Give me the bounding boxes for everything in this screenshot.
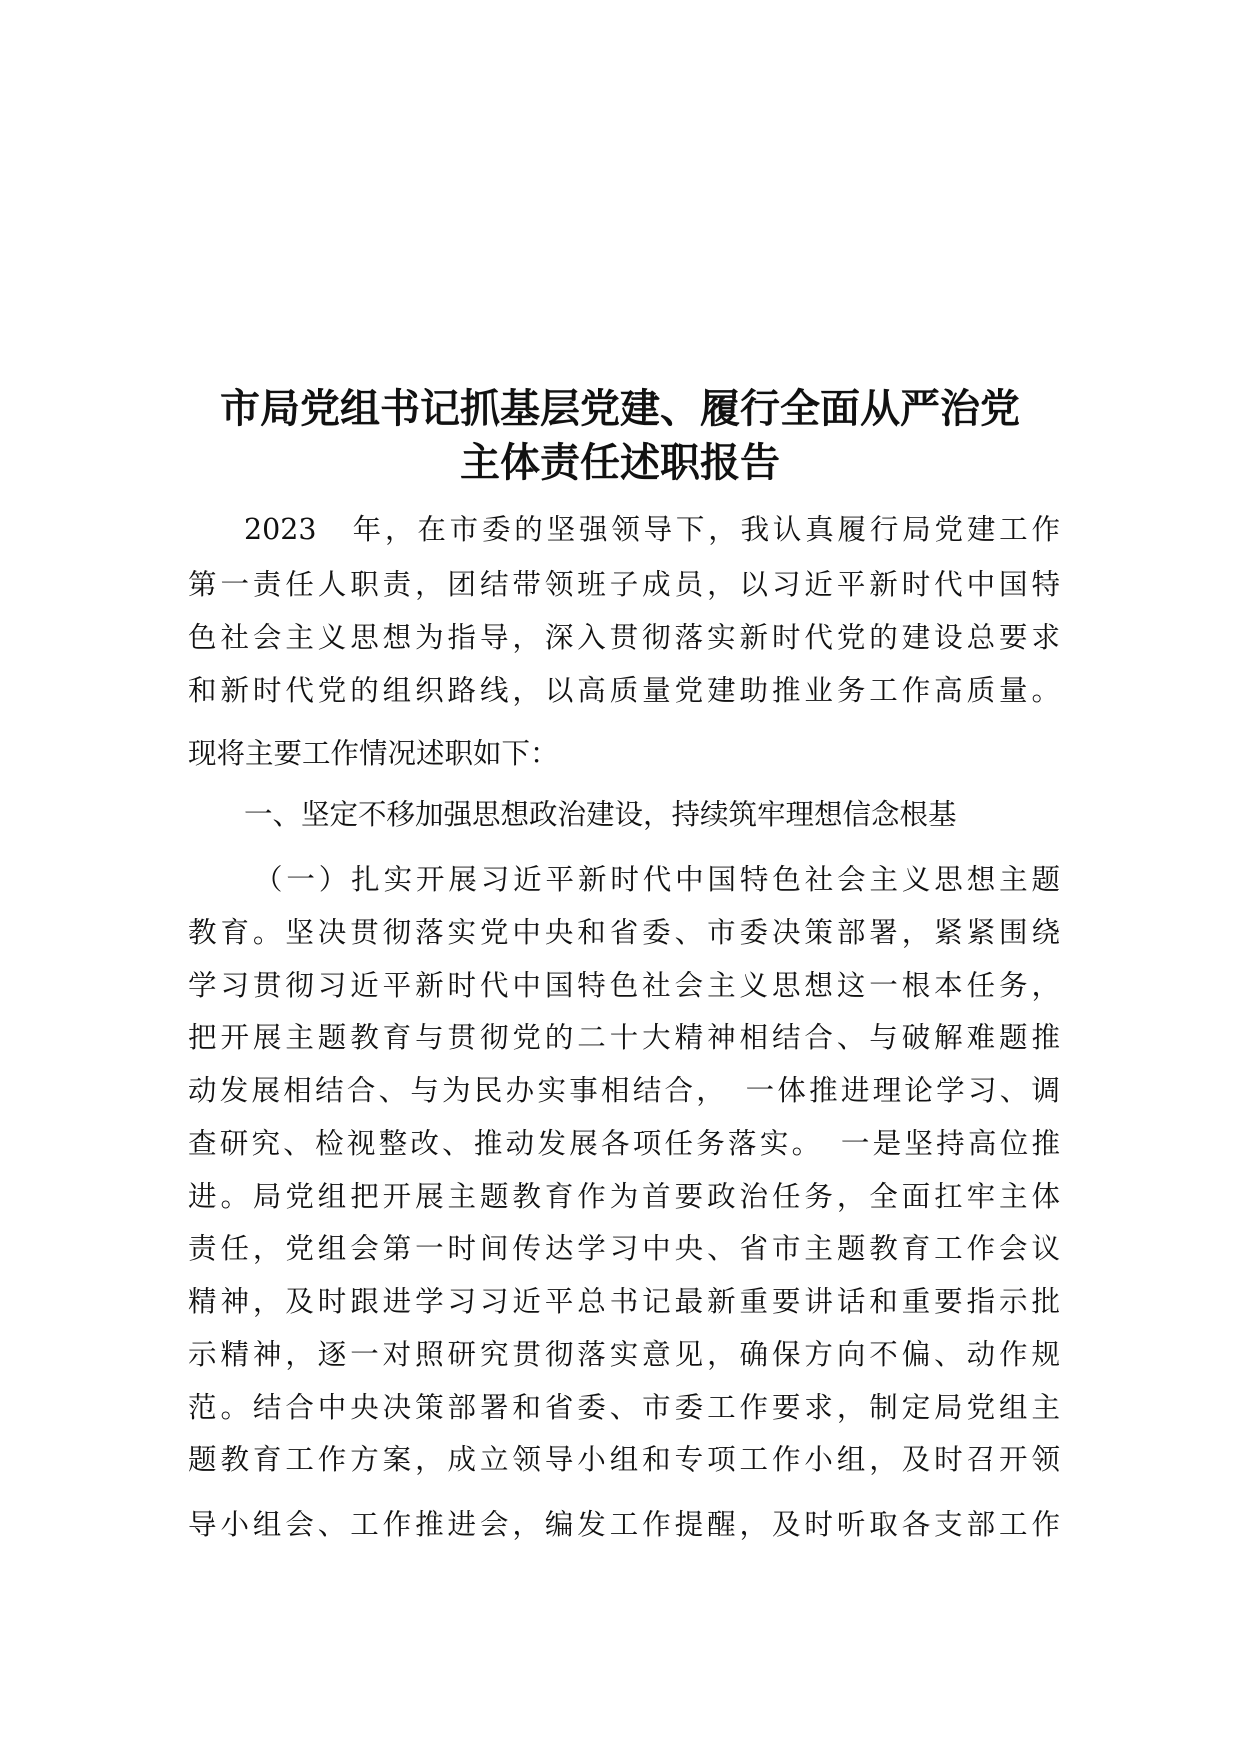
document-title-line-1: 市局党组书记抓基层党建、履行全面从严治党	[220, 386, 1020, 432]
paragraph-line: 精神，及时跟进学习习近平总书记最新重要讲话和重要指示批	[188, 1285, 1060, 1318]
paragraph-line: 色社会主义思想为指导，深入贯彻落实新时代党的建设总要求	[188, 621, 1060, 654]
section-heading: 一、坚定不移加强思想政治建设，持续筑牢理想信念根基	[244, 798, 957, 831]
paragraph-line: 教育。坚决贯彻落实党中央和省委、市委决策部署，紧紧围绕	[188, 916, 1060, 949]
paragraph-line: 学习贯彻习近平新时代中国特色社会主义思想这一根本任务，	[188, 969, 1060, 1002]
paragraph-line: 动发展相结合、与为民办实事相结合， 一体推进理论学习、调	[188, 1074, 1060, 1107]
paragraph-line: 把开展主题教育与贯彻党的二十大精神相结合、与破解难题推	[188, 1021, 1060, 1054]
paragraph-line: 进。局党组把开展主题教育作为首要政治任务，全面扛牢主体	[188, 1180, 1060, 1213]
paragraph-line: 示精神，逐一对照研究贯彻落实意见，确保方向不偏、动作规	[188, 1338, 1060, 1371]
paragraph-line: 现将主要工作情况述职如下：	[188, 737, 559, 770]
subsection-heading: （一）扎实开展习近平新时代中国特色社会主义思想主题	[254, 863, 1060, 896]
paragraph-line: 2023 年，在市委的坚强领导下，我认真履行局党建工作	[244, 513, 1060, 546]
paragraph-line: 第一责任人职责，团结带领班子成员，以习近平新时代中国特	[188, 568, 1060, 601]
paragraph-line: 查研究、检视整改、推动发展各项任务落实。 一是坚持高位推	[188, 1127, 1060, 1160]
paragraph-line: 和新时代党的组织路线，以高质量党建助推业务工作高质量。	[188, 674, 1060, 707]
paragraph-line: 导小组会、工作推进会，编发工作提醒，及时听取各支部工作	[188, 1508, 1060, 1541]
paragraph-line: 题教育工作方案，成立领导小组和专项工作小组，及时召开领	[188, 1443, 1060, 1476]
paragraph-line: 责任，党组会第一时间传达学习中央、省市主题教育工作会议	[188, 1232, 1060, 1265]
paragraph-line: 范。结合中央决策部署和省委、市委工作要求，制定局党组主	[188, 1391, 1060, 1424]
document-title-line-2: 主体责任述职报告	[460, 440, 780, 486]
